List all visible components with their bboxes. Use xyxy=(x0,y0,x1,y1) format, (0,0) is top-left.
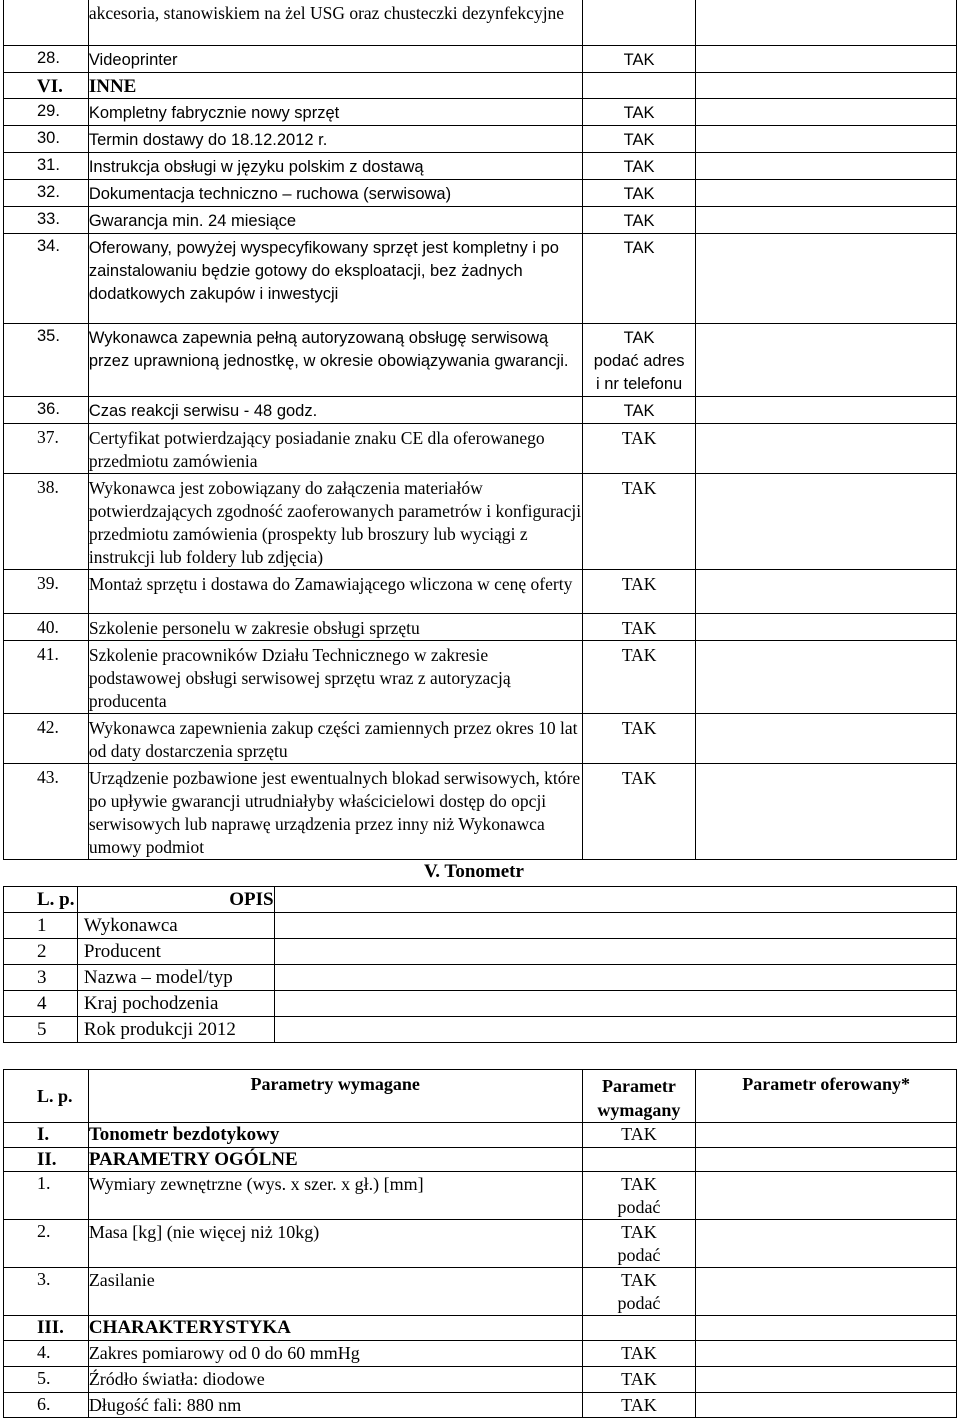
requirement-required-value xyxy=(582,0,696,46)
requirement-offered-value[interactable] xyxy=(696,570,957,614)
requirement-offered-value[interactable] xyxy=(696,153,957,180)
requirements-table-continued xyxy=(3,0,957,860)
requirement-number: 30. xyxy=(4,126,89,153)
requirement-description: Termin dostawy do 18.12.2012 r. xyxy=(88,126,582,153)
requirement-row xyxy=(4,764,957,860)
requirement-required-value: TAK podać adres i nr telefonu xyxy=(582,324,696,397)
requirement-row xyxy=(4,614,957,641)
requirement-row xyxy=(4,73,957,99)
requirement-row xyxy=(4,714,957,764)
requirement-description: INNE xyxy=(88,73,582,99)
requirement-description: Wykonawca zapewnienia zakup części zamiennych przez okres 10 lat od daty dostarczenia sprzętu xyxy=(88,714,582,764)
requirement-number: 42. xyxy=(4,714,89,764)
parameter-description: Źródło światła: diodowe xyxy=(88,1367,582,1393)
requirement-required-value: TAK xyxy=(582,46,696,73)
parameter-offered-value[interactable] xyxy=(696,1268,957,1316)
requirement-row xyxy=(4,324,957,397)
requirement-required-value: TAK xyxy=(582,207,696,234)
requirement-number: 32. xyxy=(4,180,89,207)
requirement-number: 40. xyxy=(4,614,89,641)
requirement-offered-value[interactable] xyxy=(696,397,957,424)
parameter-offered-value[interactable] xyxy=(696,1367,957,1393)
requirement-row xyxy=(4,0,957,46)
requirement-required-value: TAK xyxy=(582,714,696,764)
requirement-number: 29. xyxy=(4,99,89,126)
parameter-offered-value[interactable] xyxy=(696,1172,957,1220)
parameter-description: PARAMETRY OGÓLNE xyxy=(88,1148,582,1172)
parameter-row xyxy=(4,1123,957,1148)
parameter-number: 5. xyxy=(4,1367,89,1393)
opis-number: 5 xyxy=(4,1017,78,1043)
requirement-description: Czas reakcji serwisu - 48 godz. xyxy=(88,397,582,424)
requirement-offered-value[interactable] xyxy=(696,424,957,474)
parameter-required-value: TAK podać xyxy=(582,1268,696,1316)
parameter-required-value: TAK podać xyxy=(582,1172,696,1220)
opis-row xyxy=(4,991,957,1017)
requirement-offered-value[interactable] xyxy=(696,641,957,714)
requirement-number: 28. xyxy=(4,46,89,73)
opis-label: Wykonawca xyxy=(77,913,274,939)
parameter-required-value: TAK xyxy=(582,1393,696,1418)
parameter-number: I. xyxy=(4,1123,89,1148)
opis-number: 2 xyxy=(4,939,78,965)
parameters-table-body xyxy=(4,1123,957,1418)
parameter-required-value: TAK xyxy=(582,1341,696,1367)
requirement-offered-value[interactable] xyxy=(696,0,957,46)
opis-value-field[interactable] xyxy=(274,965,956,991)
requirement-row xyxy=(4,207,957,234)
opis-value-field[interactable] xyxy=(274,913,956,939)
parameter-required-value xyxy=(582,1316,696,1341)
opis-label: Producent xyxy=(77,939,274,965)
opis-value-field[interactable] xyxy=(274,939,956,965)
requirement-required-value: TAK xyxy=(582,126,696,153)
requirement-offered-value[interactable] xyxy=(696,234,957,324)
requirement-row xyxy=(4,570,957,614)
requirement-description: Wykonawca jest zobowiązany do załączenia materiałów potwierdzających zgodność zaoferowanych parametrów i konfiguracji przedmiotu zamówienia (prospekty lub broszury lub wyciągi z instrukcji lub foldery lub zdjęcia) xyxy=(88,474,582,570)
parameter-number: 1. xyxy=(4,1172,89,1220)
opis-row xyxy=(4,939,957,965)
requirement-description: akcesoria, stanowiskiem na żel USG oraz chusteczki dezynfekcyjne xyxy=(88,0,582,46)
parameter-description: Zasilanie xyxy=(88,1268,582,1316)
requirement-row xyxy=(4,46,957,73)
parameters-header-params: Parametry wymagane xyxy=(88,1070,582,1123)
requirement-row xyxy=(4,397,957,424)
opis-number: 1 xyxy=(4,913,78,939)
parameter-row xyxy=(4,1148,957,1172)
requirement-number: 36. xyxy=(4,397,89,424)
requirement-number: 31. xyxy=(4,153,89,180)
opis-header-row xyxy=(4,887,957,913)
opis-header-value xyxy=(274,887,956,913)
parameters-table xyxy=(3,1069,957,1418)
requirement-description: Videoprinter xyxy=(88,46,582,73)
requirement-row xyxy=(4,99,957,126)
requirement-required-value: TAK xyxy=(582,424,696,474)
opis-label: Rok produkcji 2012 xyxy=(77,1017,274,1043)
opis-header-label: OPIS xyxy=(77,887,274,913)
parameter-number: III. xyxy=(4,1316,89,1341)
parameters-header-row xyxy=(4,1070,957,1123)
opis-table xyxy=(3,886,957,1043)
parameter-description: Wymiary zewnętrzne (wys. x szer. x gł.) [mm] xyxy=(88,1172,582,1220)
opis-value-field[interactable] xyxy=(274,991,956,1017)
parameter-row xyxy=(4,1172,957,1220)
opis-row xyxy=(4,913,957,939)
opis-row xyxy=(4,1017,957,1043)
requirement-description: Wykonawca zapewnia pełną autoryzowaną obsługę serwisową przez uprawnioną jednostkę, w okresie obowiązywania gwarancji. xyxy=(88,324,582,397)
requirement-required-value: TAK xyxy=(582,474,696,570)
requirement-row xyxy=(4,424,957,474)
requirement-number: 35. xyxy=(4,324,89,397)
requirement-offered-value[interactable] xyxy=(696,207,957,234)
requirement-offered-value[interactable] xyxy=(696,99,957,126)
parameter-row xyxy=(4,1393,957,1418)
requirement-description: Montaż sprzętu i dostawa do Zamawiającego wliczona w cenę oferty xyxy=(88,570,582,614)
parameter-row xyxy=(4,1316,957,1341)
requirement-description: Urządzenie pozbawione jest ewentualnych blokad serwisowych, które po upływie gwarancji utrudniałyby właścicielowi dostęp do opcji serwisowych lub naprawę urządzenia przez inny niż Wykonawca umowy podmiot xyxy=(88,764,582,860)
requirement-number: 43. xyxy=(4,764,89,860)
requirement-description: Instrukcja obsługi w języku polskim z dostawą xyxy=(88,153,582,180)
parameter-offered-value[interactable] xyxy=(696,1316,957,1341)
parameter-required-value: TAK podać xyxy=(582,1220,696,1268)
parameter-number: 6. xyxy=(4,1393,89,1418)
requirement-offered-value[interactable] xyxy=(696,73,957,99)
requirement-required-value: TAK xyxy=(582,153,696,180)
requirement-required-value: TAK xyxy=(582,99,696,126)
requirement-number: 38. xyxy=(4,474,89,570)
parameter-row xyxy=(4,1268,957,1316)
parameter-description: Zakres pomiarowy od 0 do 60 mmHg xyxy=(88,1341,582,1367)
parameter-offered-value[interactable] xyxy=(696,1220,957,1268)
requirement-row xyxy=(4,641,957,714)
requirement-required-value: TAK xyxy=(582,180,696,207)
requirement-required-value: TAK xyxy=(582,641,696,714)
requirement-description: Kompletny fabrycznie nowy sprzęt xyxy=(88,99,582,126)
parameter-required-value xyxy=(582,1148,696,1172)
requirement-description: Gwarancja min. 24 miesiące xyxy=(88,207,582,234)
opis-label: Nazwa – model/typ xyxy=(77,965,274,991)
requirement-row xyxy=(4,153,957,180)
parameter-row xyxy=(4,1367,957,1393)
opis-label: Kraj pochodzenia xyxy=(77,991,274,1017)
requirement-required-value xyxy=(582,73,696,99)
requirement-row xyxy=(4,234,957,324)
parameter-number: II. xyxy=(4,1148,89,1172)
requirement-description: Dokumentacja techniczno – ruchowa (serwisowa) xyxy=(88,180,582,207)
requirement-description: Certyfikat potwierdzający posiadanie znaku CE dla oferowanego przedmiotu zamówienia xyxy=(88,424,582,474)
requirement-number: VI. xyxy=(4,73,89,99)
parameter-row xyxy=(4,1220,957,1268)
requirement-offered-value[interactable] xyxy=(696,714,957,764)
parameter-offered-value[interactable] xyxy=(696,1148,957,1172)
opis-row xyxy=(4,965,957,991)
parameter-number: 4. xyxy=(4,1341,89,1367)
requirements-table-body xyxy=(4,0,957,860)
parameter-number: 2. xyxy=(4,1220,89,1268)
requirement-description: Szkolenie personelu w zakresie obsługi sprzętu xyxy=(88,614,582,641)
parameters-header-required: Parametr wymagany xyxy=(582,1070,696,1123)
opis-table-body xyxy=(4,913,957,1043)
requirement-offered-value[interactable] xyxy=(696,324,957,397)
parameter-description: Masa [kg] (nie więcej niż 10kg) xyxy=(88,1220,582,1268)
requirement-required-value: TAK xyxy=(582,397,696,424)
requirement-description: Oferowany, powyżej wyspecyfikowany sprzęt jest kompletny i po zainstalowaniu będzie gotowy do eksploatacji, bez żadnych dodatkowych zakupów i inwestycji xyxy=(88,234,582,324)
parameter-offered-value[interactable] xyxy=(696,1393,957,1418)
parameter-required-value: TAK xyxy=(582,1123,696,1148)
parameter-number: 3. xyxy=(4,1268,89,1316)
requirement-row xyxy=(4,180,957,207)
parameter-offered-value[interactable] xyxy=(696,1123,957,1148)
opis-number: 3 xyxy=(4,965,78,991)
parameter-description: Tonometr bezdotykowy xyxy=(88,1123,582,1148)
requirement-number xyxy=(4,0,89,46)
requirement-row xyxy=(4,126,957,153)
opis-value-field[interactable] xyxy=(274,1017,956,1043)
parameters-header-offered: Parametr oferowany* xyxy=(696,1070,957,1123)
requirement-offered-value[interactable] xyxy=(696,764,957,860)
opis-header-lp: L. p. xyxy=(4,887,78,913)
requirement-offered-value[interactable] xyxy=(696,180,957,207)
parameter-row xyxy=(4,1341,957,1367)
requirement-required-value: TAK xyxy=(582,234,696,324)
section-title: V. Tonometr xyxy=(424,861,524,882)
requirement-number: 33. xyxy=(4,207,89,234)
requirement-offered-value[interactable] xyxy=(696,614,957,641)
parameter-offered-value[interactable] xyxy=(696,1341,957,1367)
requirement-description: Szkolenie pracowników Działu Technicznego w zakresie podstawowej obsługi serwisowej sprzętu wraz z autoryzacją producenta xyxy=(88,641,582,714)
opis-number: 4 xyxy=(4,991,78,1017)
requirement-required-value: TAK xyxy=(582,570,696,614)
requirement-number: 34. xyxy=(4,234,89,324)
requirement-number: 37. xyxy=(4,424,89,474)
requirement-offered-value[interactable] xyxy=(696,474,957,570)
requirement-required-value: TAK xyxy=(582,614,696,641)
parameter-description: Długość fali: 880 nm xyxy=(88,1393,582,1418)
parameters-header-lp: L. p. xyxy=(4,1070,89,1123)
requirement-row xyxy=(4,474,957,570)
requirement-number: 41. xyxy=(4,641,89,714)
parameter-required-value: TAK xyxy=(582,1367,696,1393)
parameter-description: CHARAKTERYSTYKA xyxy=(88,1316,582,1341)
requirement-required-value: TAK xyxy=(582,764,696,860)
requirement-offered-value[interactable] xyxy=(696,126,957,153)
requirement-number: 39. xyxy=(4,570,89,614)
requirement-offered-value[interactable] xyxy=(696,46,957,73)
